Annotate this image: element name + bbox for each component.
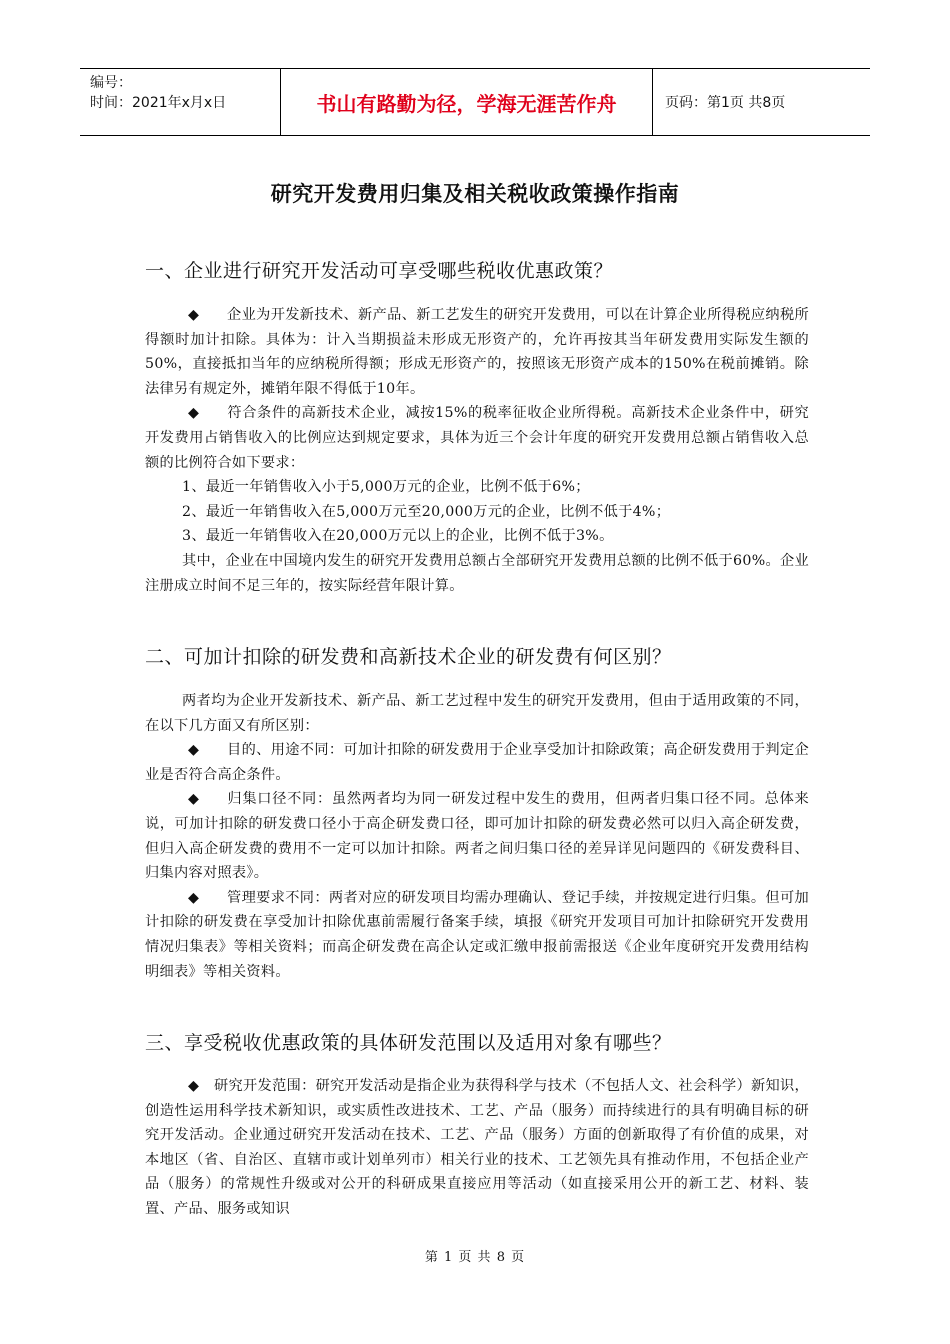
section-1-body <box>145 303 809 598</box>
section-3-heading: 三、享受税收优惠政策的具体研发范围以及适用对象有哪些？ <box>145 1032 672 1054</box>
page-header <box>80 68 870 136</box>
paragraph: ◆ 目的、用途不同：可加计扣除的研发费用于企业享受加计扣除政策；高企研发费用于判定企业是否符合高企条件。 <box>145 738 809 787</box>
header-meta <box>80 69 280 135</box>
list-item: 2、最近一年销售收入在5,000万元至20,000万元的企业，比例不低于4%； <box>182 503 671 520</box>
section-3-body <box>145 1074 809 1222</box>
document-time-label: 时间：2021年x月x日 <box>90 95 227 111</box>
paragraph: 两者均为企业开发新技术、新产品、新工艺过程中发生的研究开发费用，但由于适用政策的不同，在以下几方面又有所区别： <box>145 693 809 734</box>
document-number-label: 编号： <box>90 75 132 91</box>
list-item: 3、最近一年销售收入在20,000万元以上的企业，比例不低于3%。 <box>182 528 614 545</box>
section-1-heading: 一、企业进行研究开发活动可享受哪些税收优惠政策？ <box>145 260 614 282</box>
paragraph: ◆ 企业为开发新技术、新产品、新工艺发生的研究开发费用，可以在计算企业所得税应纳税所得额时加计扣除。具体为：计入当期损益未形成无形资产的，允许再按其当年研发费用实际发生额的50%，直接抵扣当年的应纳税所得额；形成无形资产的，按照该无形资产成本的150%在税前摊销。除法律另有规定外，摊销年限不得低于10年。 <box>145 303 809 401</box>
paragraph: ◆ 归集口径不同：虽然两者均为同一研发过程中发生的费用，但两者归集口径不同。总体来说，可加计扣除的研发费口径小于高企研发费口径，即可加计扣除的研发费必然可以归入高企研发费，但归入高企研发费的费用不一定可以加计扣除。两者之间归集口径的差异详见问题四的《研发费科目、归集内容对照表》。 <box>145 787 809 885</box>
list-item: 1、最近一年销售收入小于5,000万元的企业，比例不低于6%； <box>182 479 590 496</box>
document-title: 研究开发费用归集及相关税收政策操作指南 <box>270 182 680 206</box>
paragraph: ◆ 管理要求不同：两者对应的研发项目均需办理确认、登记手续，并按规定进行归集。但可加计扣除的研发费在享受加计扣除优惠前需履行备案手续，填报《研究开发项目可加计扣除研究开发费用情况归集表》等相关资料；而高企研发费在高企认定或汇缴申报前需报送《企业年度研究开发费用结构明细表》等相关资料。 <box>145 886 809 984</box>
bullet-icon: ◆ <box>188 889 200 906</box>
paragraph: 其中，企业在中国境内发生的研究开发费用总额占全部研究开发费用总额的比例不低于60%。企业注册成立时间不足三年的，按实际经营年限计算。 <box>145 552 809 594</box>
bullet-icon: ◆ <box>188 1078 200 1094</box>
header-page-info: 页码：第1页 共8页 <box>665 95 786 111</box>
header-motto: 书山有路勤为径，学海无涯苦作舟 <box>280 69 653 135</box>
section-2-body <box>145 689 809 984</box>
paragraph: ◆ 符合条件的高新技术企业，减按15%的税率征收企业所得税。高新技术企业条件中，研究开发费用占销售收入的比例应达到规定要求，具体为近三个会计年度的研究开发费用总额占销售收入总额的比例符合如下要求： <box>145 401 809 475</box>
page-footer: 第 1 页 共 8 页 <box>424 1250 526 1265</box>
bullet-icon: ◆ <box>188 791 200 808</box>
section-2-heading: 二、可加计扣除的研发费和高新技术企业的研发费有何区别？ <box>145 646 672 668</box>
paragraph: ◆ 研究开发范围：研究开发活动是指企业为获得科学与技术（不包括人文、社会科学）新知识，创造性运用科学技术新知识，或实质性改进技术、工艺、产品（服务）而持续进行的具有明确目标的研究开发活动。企业通过研究开发活动在技术、工艺、产品（服务）方面的创新取得了有价值的成果，对本地区（省、自治区、直辖市或计划单列市）相关行业的技术、工艺领先具有推动作用，不包括企业产品（服务）的常规性升级或对公开的科研成果直接应用等活动（如直接采用公开的新工艺、材料、装置、产品、服务或知识 <box>145 1074 809 1222</box>
bullet-icon: ◆ <box>188 405 200 422</box>
bullet-icon: ◆ <box>188 742 200 759</box>
bullet-icon: ◆ <box>188 307 200 323</box>
